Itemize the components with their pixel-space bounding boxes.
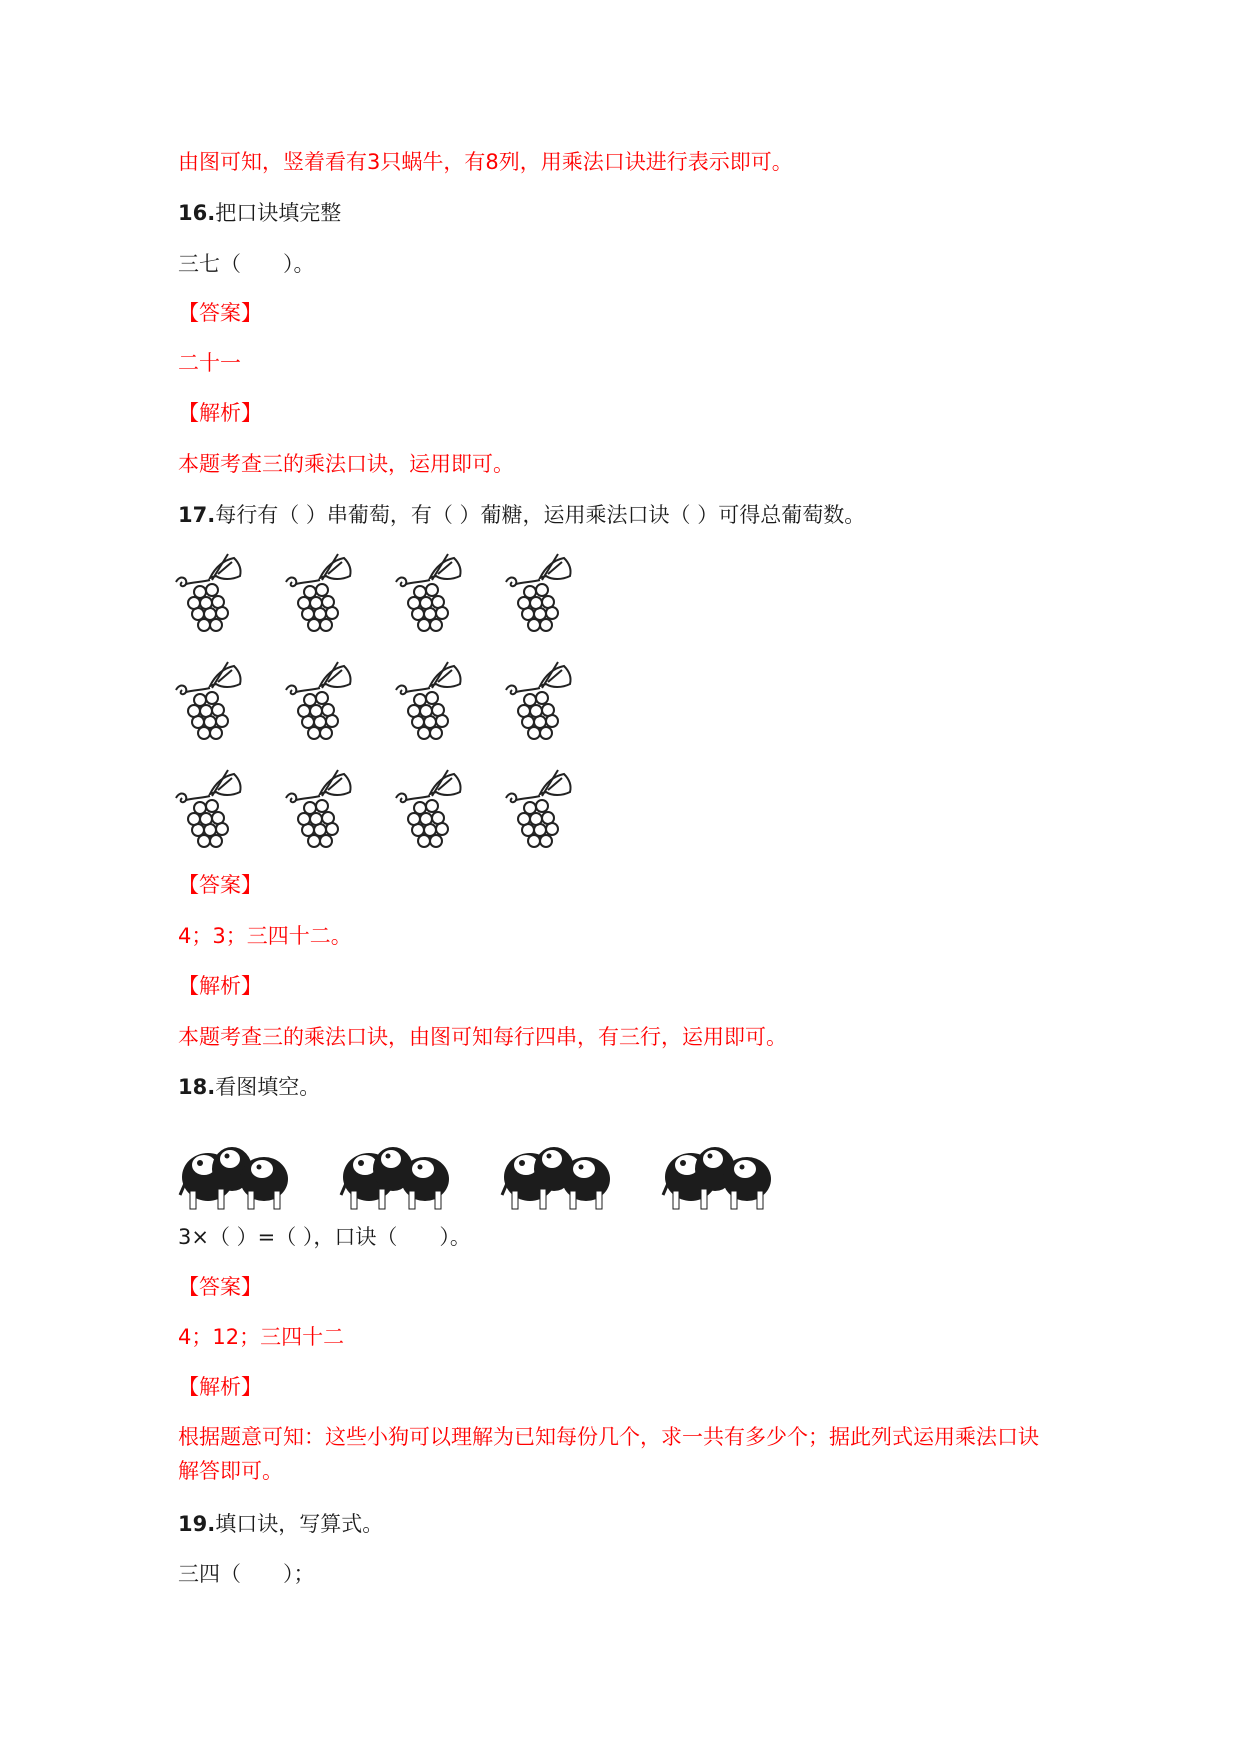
question-number: 16. xyxy=(178,201,216,225)
question-text: 填口诀，写算式。 xyxy=(215,1512,384,1536)
grape-bunch-icon xyxy=(502,764,582,854)
question-text: 每行有（ ）串葡萄，有（ ）葡糖，运用乘法口诀（ ）可得总葡萄数。 xyxy=(215,503,866,527)
grape-bunch-icon xyxy=(172,764,252,854)
question-text: 把口诀填完整 xyxy=(215,201,342,225)
grape-bunch-icon xyxy=(392,764,472,854)
answer-tag: 【答案】 xyxy=(178,1275,262,1299)
prev-analysis-text: 由图可知，竖着看有3只蜗牛，有8列，用乘法口诀进行表示即可。 xyxy=(178,150,793,174)
analysis-tag: 【解析】 xyxy=(178,1375,262,1399)
question-18 xyxy=(178,1072,320,1102)
grape-bunch-icon xyxy=(172,656,252,746)
question-16-blank: 三七（ ）。 xyxy=(178,252,315,276)
grape-bunch-icon xyxy=(502,656,582,746)
question-16 xyxy=(178,198,341,228)
analysis-tag: 【解析】 xyxy=(178,974,262,998)
grape-grid-figure xyxy=(172,548,592,858)
grape-bunch-icon xyxy=(502,548,582,638)
grape-bunch-icon xyxy=(282,548,362,638)
question-18-blank: 3×（ ）=（ ），口诀（ ）。 xyxy=(178,1225,471,1249)
analysis-text: 根据题意可知：这些小狗可以理解为已知每份几个，求一共有多少个；据此列式运用乘法口诀解答即可。 xyxy=(178,1425,1039,1483)
grape-bunch-icon xyxy=(282,656,362,746)
analysis-tag: 【解析】 xyxy=(178,401,262,425)
answer-tag: 【答案】 xyxy=(178,301,262,325)
grape-bunch-icon xyxy=(392,548,472,638)
answer-tag: 【答案】 xyxy=(178,873,262,897)
question-number: 18. xyxy=(178,1075,216,1099)
analysis-text: 本题考查三的乘法口诀，由图可知每行四串，有三行，运用即可。 xyxy=(178,1025,787,1049)
question-text: 看图填空。 xyxy=(215,1075,321,1099)
question-number: 19. xyxy=(178,1512,216,1536)
grape-bunch-icon xyxy=(172,548,252,638)
grape-bunch-icon xyxy=(392,656,472,746)
question-17 xyxy=(178,500,865,530)
question-19-blank: 三四（ ）； xyxy=(178,1562,315,1586)
puppies-icon xyxy=(500,1125,616,1215)
puppies-icon xyxy=(178,1125,294,1215)
answer-text: 4；3；三四十二。 xyxy=(178,924,352,948)
puppies-figure xyxy=(178,1125,798,1215)
puppies-icon xyxy=(339,1125,455,1215)
analysis-text: 本题考查三的乘法口诀，运用即可。 xyxy=(178,452,514,476)
grape-bunch-icon xyxy=(282,764,362,854)
answer-text: 4；12；三四十二 xyxy=(178,1325,345,1349)
question-number: 17. xyxy=(178,503,216,527)
answer-text: 二十一 xyxy=(178,351,241,375)
question-19 xyxy=(178,1509,383,1539)
puppies-icon xyxy=(661,1125,777,1215)
